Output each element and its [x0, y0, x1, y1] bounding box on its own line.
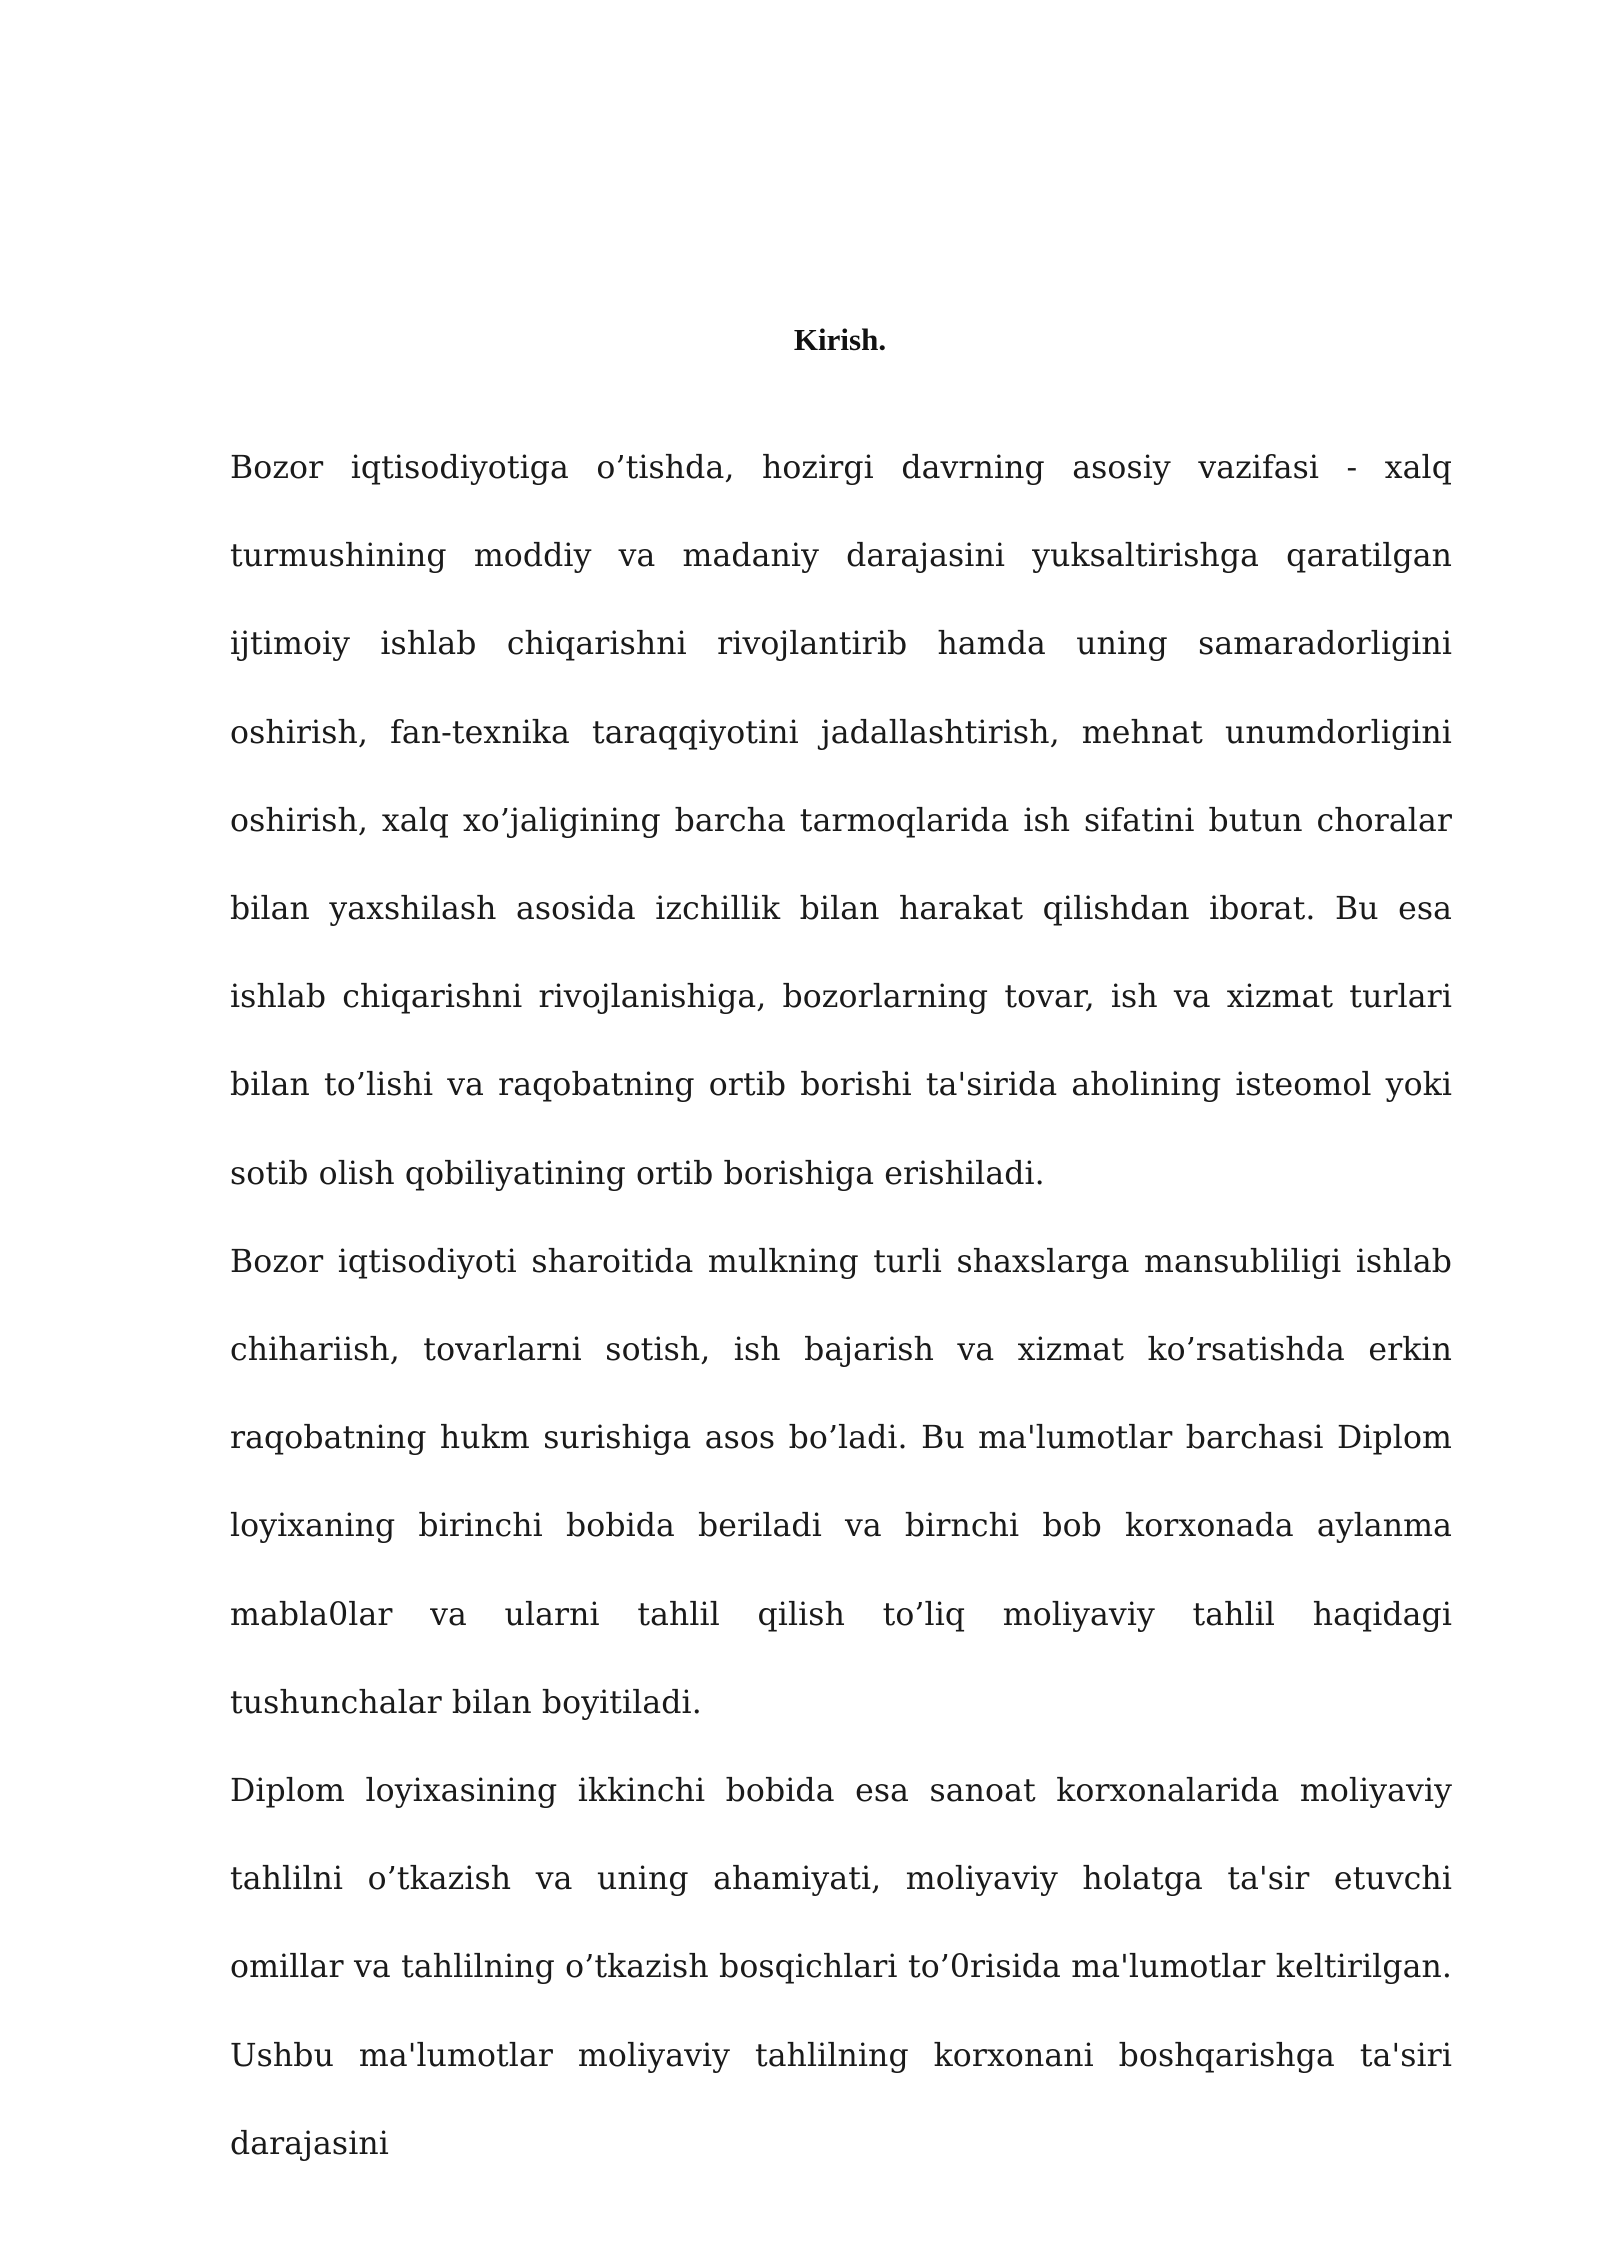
paragraph: Bozor iqtisodiyoti sharoitida mulkning turli shaxslarga mansubliligi ishlab chihariish, tovarlarni sotish, ish bajarish va xizmat ko’rsatishda erkin raqobatning hukm surishiga asos bo’ladi. Bu ma'lumotlar barchasi Diplom loyixaning birinchi bobida beriladi va birnchi bob korxonada aylanma mabla0lar va ularni tahlil qilish to’liq moliyaviy tahlil haqidagi tushunchalar bilan boyitiladi. [230, 1243, 1452, 1721]
page-title: Kirish. [793, 322, 887, 357]
paragraph: Bozor iqtisodiyotiga o’tishda, hozirgi davrning asosiy vazifasi - xalq turmushining moddiy va madaniy darajasini yuksaltirishga qaratilgan ijtimoiy ishlab chiqarishni rivojlantirib hamda uning samaradorligini oshirish, fan-texnika taraqqiyotini jadallashtirish, mehnat unumdorligini oshirish, xalq xo’jaligining barcha tarmoqlarida ish sifatini butun choralar bilan yaxshilash asosida izchillik bilan harakat qilishdan iborat. Bu esa ishlab chiqarishni rivojlanishiga, bozorlarning tovar, ish va xizmat turlari bilan to’lishi va raqobatning ortib borishi ta'sirida aholining isteomol yoki sotib olish qobiliyatining ortib borishiga erishiladi. [230, 450, 1452, 1192]
document-body [230, 424, 1452, 2188]
paragraph: Diplom loyixasining ikkinchi bobida esa sanoat korxonalarida moliyaviy tahlilni o’tkazish va uning ahamiyati, moliyaviy holatga ta'sir etuvchi omillar va tahlilning o’tkazish bosqichlari to’0risida ma'lumotlar keltirilgan. Ushbu ma'lumotlar moliyaviy tahlilning korxonani boshqarishga ta'siri darajasini [230, 1773, 1452, 2162]
